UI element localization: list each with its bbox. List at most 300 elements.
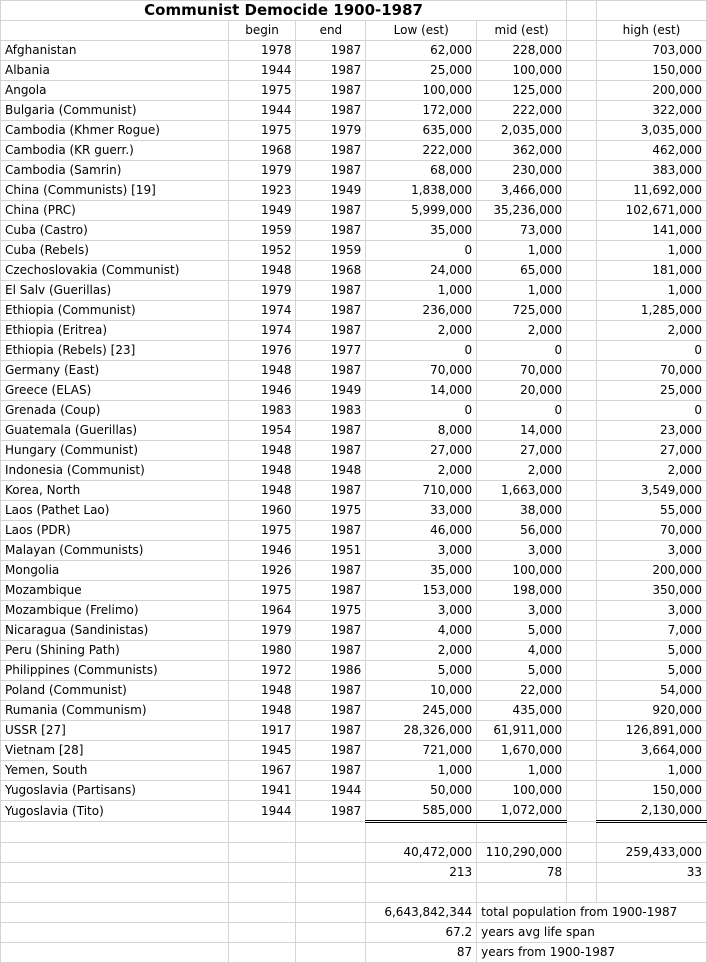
country-cell: Greece (ELAS) [1,381,229,401]
begin-cell: 1975 [228,581,296,601]
begin-cell: 1944 [228,801,296,822]
begin-cell: 1979 [228,621,296,641]
begin-cell: 1948 [228,701,296,721]
table-row [1,661,707,681]
end-cell: 1975 [296,501,366,521]
begin-cell: 1948 [228,481,296,501]
header-end: end [296,21,366,41]
empty-cell [567,1,597,21]
mid-cell: 228,000 [477,41,567,61]
country-cell: Hungary (Communist) [1,441,229,461]
end-cell: 1987 [296,41,366,61]
mid-cell: 725,000 [477,301,567,321]
low-cell: 1,000 [366,281,477,301]
note-value: 87 [366,943,477,963]
table-row [1,601,707,621]
table-row [1,181,707,201]
table-row [1,621,707,641]
country-cell: Afghanistan [1,41,229,61]
end-cell: 1987 [296,621,366,641]
empty-cell [567,21,597,41]
begin-cell: 1948 [228,361,296,381]
high-cell: 200,000 [597,81,707,101]
empty-cell [567,81,597,101]
country-cell: Cuba (Rebels) [1,241,229,261]
table-row [1,341,707,361]
ratio-row [1,863,707,883]
high-cell: 1,000 [597,281,707,301]
empty-cell [1,863,229,883]
begin-cell: 1979 [228,281,296,301]
table-row [1,361,707,381]
country-cell: Yugoslavia (Tito) [1,801,229,822]
empty-cell [228,923,296,943]
table-row [1,521,707,541]
table-row [1,381,707,401]
table-row [1,261,707,281]
country-cell: El Salv (Guerillas) [1,281,229,301]
country-cell: USSR [27] [1,721,229,741]
empty-cell [296,883,366,903]
low-cell: 1,838,000 [366,181,477,201]
low-cell: 0 [366,241,477,261]
country-cell: Laos (PDR) [1,521,229,541]
low-cell: 46,000 [366,521,477,541]
high-cell: 150,000 [597,781,707,801]
empty-cell [567,681,597,701]
table-row [1,301,707,321]
low-cell: 24,000 [366,261,477,281]
high-cell: 7,000 [597,621,707,641]
high-cell: 5,000 [597,661,707,681]
table-row [1,201,707,221]
low-cell: 585,000 [366,801,477,822]
end-cell: 1987 [296,521,366,541]
low-cell: 0 [366,341,477,361]
end-cell: 1959 [296,241,366,261]
empty-cell [567,181,597,201]
note-label: years from 1900-1987 [477,943,707,963]
table-row [1,401,707,421]
begin-cell: 1948 [228,461,296,481]
high-cell: 383,000 [597,161,707,181]
begin-cell: 1948 [228,681,296,701]
begin-cell: 1923 [228,181,296,201]
low-cell: 5,000 [366,661,477,681]
end-cell: 1987 [296,281,366,301]
low-cell: 2,000 [366,321,477,341]
end-cell: 1987 [296,761,366,781]
mid-cell: 38,000 [477,501,567,521]
empty-cell [567,601,597,621]
country-cell: Ethiopia (Rebels) [23] [1,341,229,361]
empty-cell [567,883,597,903]
low-cell: 33,000 [366,501,477,521]
begin-cell: 1964 [228,601,296,621]
mid-cell: 20,000 [477,381,567,401]
end-cell: 1987 [296,361,366,381]
table-row [1,781,707,801]
empty-cell [567,521,597,541]
begin-cell: 1946 [228,541,296,561]
country-cell: Indonesia (Communist) [1,461,229,481]
begin-cell: 1917 [228,721,296,741]
end-cell: 1951 [296,541,366,561]
mid-cell: 0 [477,341,567,361]
empty-cell [567,41,597,61]
country-cell: Cambodia (KR guerr.) [1,141,229,161]
mid-cell: 0 [477,401,567,421]
empty-cell [567,581,597,601]
begin-cell: 1975 [228,121,296,141]
end-cell: 1987 [296,561,366,581]
mid-cell: 1,670,000 [477,741,567,761]
table-row [1,281,707,301]
high-cell: 23,000 [597,421,707,441]
end-cell: 1986 [296,661,366,681]
high-cell: 1,000 [597,241,707,261]
low-cell: 70,000 [366,361,477,381]
country-cell: Angola [1,81,229,101]
mid-cell: 3,000 [477,601,567,621]
empty-cell [567,761,597,781]
empty-cell [567,741,597,761]
table-row [1,41,707,61]
low-cell: 3,000 [366,541,477,561]
ratio-mid: 78 [477,863,567,883]
end-cell: 1983 [296,401,366,421]
end-cell: 1987 [296,421,366,441]
end-cell: 1987 [296,801,366,822]
high-cell: 350,000 [597,581,707,601]
end-cell: 1968 [296,261,366,281]
end-cell: 1987 [296,61,366,81]
begin-cell: 1976 [228,341,296,361]
mid-cell: 65,000 [477,261,567,281]
table-row [1,421,707,441]
mid-cell: 435,000 [477,701,567,721]
end-cell: 1987 [296,321,366,341]
mid-cell: 1,000 [477,241,567,261]
end-cell: 1948 [296,461,366,481]
country-cell: Laos (Pathet Lao) [1,501,229,521]
high-cell: 70,000 [597,361,707,381]
begin-cell: 1975 [228,521,296,541]
country-cell: Poland (Communist) [1,681,229,701]
empty-cell [567,61,597,81]
country-cell: China (Communists) [19] [1,181,229,201]
table-row [1,221,707,241]
low-cell: 2,000 [366,641,477,661]
low-cell: 710,000 [366,481,477,501]
high-cell: 3,035,000 [597,121,707,141]
mid-cell: 1,663,000 [477,481,567,501]
note-row [1,943,707,963]
header-high: high (est) [597,21,707,41]
country-cell: Yemen, South [1,761,229,781]
table-row [1,801,707,822]
note-label: total population from 1900-1987 [477,903,707,923]
empty-cell [477,883,567,903]
end-cell: 1949 [296,381,366,401]
high-cell: 0 [597,401,707,421]
low-cell: 172,000 [366,101,477,121]
table-row [1,721,707,741]
empty-cell [597,822,707,843]
empty-cell [567,421,597,441]
mid-cell: 100,000 [477,561,567,581]
ratio-high: 33 [597,863,707,883]
mid-cell: 125,000 [477,81,567,101]
country-cell: Cuba (Castro) [1,221,229,241]
table-row [1,641,707,661]
empty-cell [296,822,366,843]
begin-cell: 1944 [228,61,296,81]
empty-cell [567,801,597,822]
high-cell: 1,000 [597,761,707,781]
end-cell: 1987 [296,681,366,701]
table-row [1,561,707,581]
country-cell: Ethiopia (Eritrea) [1,321,229,341]
table-row [1,481,707,501]
empty-cell [567,161,597,181]
empty-cell [567,461,597,481]
empty-cell [567,441,597,461]
begin-cell: 1974 [228,301,296,321]
empty-cell [567,661,597,681]
begin-cell: 1959 [228,221,296,241]
low-cell: 100,000 [366,81,477,101]
mid-cell: 230,000 [477,161,567,181]
empty-cell [567,863,597,883]
mid-cell: 35,236,000 [477,201,567,221]
empty-cell [296,903,366,923]
note-value: 67.2 [366,923,477,943]
mid-cell: 70,000 [477,361,567,381]
empty-cell [567,281,597,301]
mid-cell: 1,000 [477,761,567,781]
mid-cell: 5,000 [477,661,567,681]
country-cell: Yugoslavia (Partisans) [1,781,229,801]
table-row [1,121,707,141]
country-cell: Vietnam [28] [1,741,229,761]
empty-cell [567,721,597,741]
empty-cell [228,843,296,863]
country-cell: Germany (East) [1,361,229,381]
empty-cell [228,903,296,923]
begin-cell: 1948 [228,261,296,281]
end-cell: 1979 [296,121,366,141]
low-cell: 35,000 [366,561,477,581]
low-cell: 68,000 [366,161,477,181]
empty-cell [567,361,597,381]
end-cell: 1987 [296,721,366,741]
begin-cell: 1949 [228,201,296,221]
empty-cell [567,781,597,801]
country-cell: Mozambique (Frelimo) [1,601,229,621]
high-cell: 322,000 [597,101,707,121]
end-cell: 1987 [296,201,366,221]
empty-cell [567,141,597,161]
empty-cell [567,501,597,521]
low-cell: 62,000 [366,41,477,61]
begin-cell: 1968 [228,141,296,161]
mid-cell: 2,035,000 [477,121,567,141]
high-cell: 1,285,000 [597,301,707,321]
end-cell: 1987 [296,481,366,501]
high-cell: 703,000 [597,41,707,61]
high-cell: 25,000 [597,381,707,401]
empty-cell [567,221,597,241]
low-cell: 14,000 [366,381,477,401]
total-low: 40,472,000 [366,843,477,863]
end-cell: 1987 [296,101,366,121]
mid-cell: 362,000 [477,141,567,161]
empty-cell [567,641,597,661]
begin-cell: 1926 [228,561,296,581]
low-cell: 635,000 [366,121,477,141]
empty-cell [296,843,366,863]
empty-cell [228,943,296,963]
table-row [1,241,707,261]
table-row [1,321,707,341]
begin-cell: 1952 [228,241,296,261]
country-cell: Ethiopia (Communist) [1,301,229,321]
empty-cell [366,822,477,843]
end-cell: 1987 [296,701,366,721]
begin-cell: 1945 [228,741,296,761]
blank-row [1,883,707,903]
title-row [1,1,707,21]
begin-cell: 1941 [228,781,296,801]
country-cell: Peru (Shining Path) [1,641,229,661]
page-title: Communist Democide 1900-1987 [1,1,567,21]
note-row [1,903,707,923]
high-cell: 3,000 [597,601,707,621]
high-cell: 5,000 [597,641,707,661]
mid-cell: 2,000 [477,461,567,481]
end-cell: 1944 [296,781,366,801]
low-cell: 153,000 [366,581,477,601]
empty-cell [296,863,366,883]
empty-cell [567,341,597,361]
low-cell: 28,326,000 [366,721,477,741]
high-cell: 181,000 [597,261,707,281]
low-cell: 50,000 [366,781,477,801]
mid-cell: 5,000 [477,621,567,641]
empty-cell [366,883,477,903]
country-cell: Nicaragua (Sandinistas) [1,621,229,641]
mid-cell: 2,000 [477,321,567,341]
country-cell: China (PRC) [1,201,229,221]
note-row [1,923,707,943]
empty-cell [1,843,229,863]
low-cell: 3,000 [366,601,477,621]
mid-cell: 198,000 [477,581,567,601]
end-cell: 1987 [296,641,366,661]
empty-cell [567,621,597,641]
empty-cell [567,321,597,341]
begin-cell: 1979 [228,161,296,181]
empty-cell [1,822,229,843]
end-cell: 1975 [296,601,366,621]
country-cell: Grenada (Coup) [1,401,229,421]
low-cell: 236,000 [366,301,477,321]
table-row [1,741,707,761]
table-row [1,161,707,181]
mid-cell: 14,000 [477,421,567,441]
mid-cell: 222,000 [477,101,567,121]
empty-cell [567,261,597,281]
header-low: Low (est) [366,21,477,41]
low-cell: 8,000 [366,421,477,441]
table-row [1,81,707,101]
country-cell: Bulgaria (Communist) [1,101,229,121]
low-cell: 2,000 [366,461,477,481]
table-row [1,681,707,701]
mid-cell: 3,000 [477,541,567,561]
end-cell: 1987 [296,221,366,241]
high-cell: 2,000 [597,321,707,341]
country-cell: Philippines (Communists) [1,661,229,681]
empty-cell [567,301,597,321]
mid-cell: 100,000 [477,781,567,801]
low-cell: 245,000 [366,701,477,721]
table-row [1,541,707,561]
low-cell: 35,000 [366,221,477,241]
country-cell: Malayan (Communists) [1,541,229,561]
country-cell: Korea, North [1,481,229,501]
begin-cell: 1967 [228,761,296,781]
high-cell: 27,000 [597,441,707,461]
high-cell: 141,000 [597,221,707,241]
empty-cell [296,943,366,963]
mid-cell: 3,466,000 [477,181,567,201]
note-label: years avg life span [477,923,707,943]
high-cell: 200,000 [597,561,707,581]
high-cell: 102,671,000 [597,201,707,221]
high-cell: 150,000 [597,61,707,81]
end-cell: 1987 [296,81,366,101]
empty-cell [597,1,707,21]
empty-cell [228,883,296,903]
low-cell: 721,000 [366,741,477,761]
mid-cell: 61,911,000 [477,721,567,741]
table-row [1,581,707,601]
low-cell: 0 [366,401,477,421]
table-row [1,141,707,161]
empty-cell [228,863,296,883]
end-cell: 1987 [296,141,366,161]
empty-cell [1,903,229,923]
high-cell: 2,000 [597,461,707,481]
low-cell: 1,000 [366,761,477,781]
empty-cell [477,822,567,843]
empty-cell [567,561,597,581]
mid-cell: 1,000 [477,281,567,301]
empty-cell [567,701,597,721]
low-cell: 25,000 [366,61,477,81]
empty-cell [567,541,597,561]
end-cell: 1987 [296,581,366,601]
begin-cell: 1954 [228,421,296,441]
empty-cell [567,843,597,863]
country-cell: Rumania (Communism) [1,701,229,721]
mid-cell: 73,000 [477,221,567,241]
empty-cell [567,121,597,141]
country-cell: Mozambique [1,581,229,601]
empty-cell [567,381,597,401]
